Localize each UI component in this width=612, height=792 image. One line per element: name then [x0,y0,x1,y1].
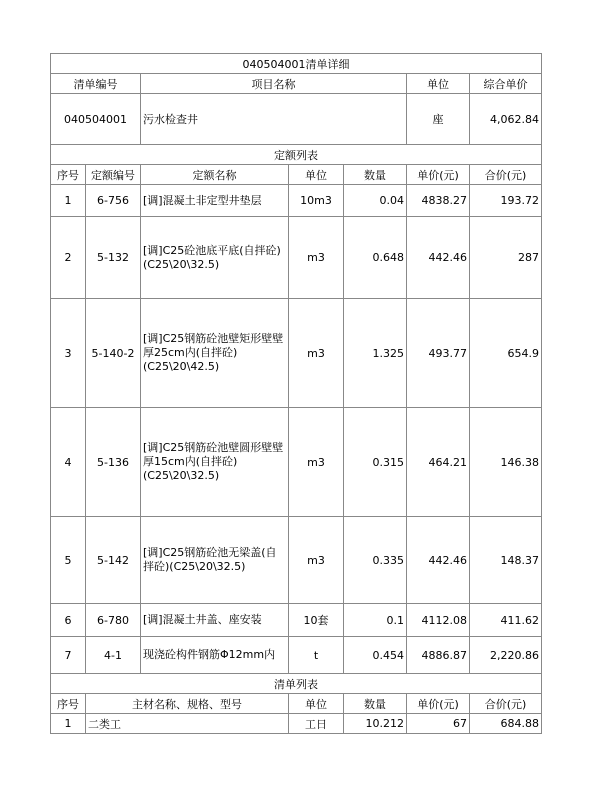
quota-no: 5 [51,517,86,604]
quota-name: [调]C25钢筋砼池壁矩形壁壁厚25cm内(自拌砼)(C25\20\42.5) [141,299,289,408]
quota-unit: m3 [289,217,344,299]
quota-row [51,517,542,604]
quota-qty: 0.648 [344,217,407,299]
quota-price: 464.21 [407,408,470,517]
quota-name: [调]C25钢筋砼池无梁盖(自拌砼)(C25\20\32.5) [141,517,289,604]
quota-unit: m3 [289,299,344,408]
quota-qty: 0.04 [344,185,407,217]
bill-price-header: 综合单价 [470,74,542,94]
quota-price-header: 单价(元) [407,165,470,185]
quota-name: [调]C25钢筋砼池壁圆形壁壁厚15cm内(自拌砼)(C25\20\32.5) [141,408,289,517]
quota-price: 4112.08 [407,604,470,637]
quota-code: 4-1 [86,637,141,674]
bill-row [51,94,542,145]
quota-unit-header: 单位 [289,165,344,185]
quota-row [51,604,542,637]
material-price: 67 [407,714,470,734]
table-title-row [51,54,542,74]
quota-unit: 10m3 [289,185,344,217]
quota-unit: m3 [289,408,344,517]
quota-code-header: 定额编号 [86,165,141,185]
quota-row [51,637,542,674]
quota-no-header: 序号 [51,165,86,185]
quota-total-header: 合价(元) [470,165,542,185]
quota-total: 148.37 [470,517,542,604]
table-title: 040504001清单详细 [51,54,542,74]
quota-no: 6 [51,604,86,637]
material-section-row [51,674,542,694]
quota-total: 654.9 [470,299,542,408]
quota-total: 287 [470,217,542,299]
material-unit-header: 单位 [289,694,344,714]
quota-price: 442.46 [407,217,470,299]
quota-total: 411.62 [470,604,542,637]
material-price-header: 单价(元) [407,694,470,714]
bill-unit: 座 [407,94,470,145]
quota-total: 146.38 [470,408,542,517]
quota-price: 4886.87 [407,637,470,674]
quota-row [51,217,542,299]
quota-qty: 0.1 [344,604,407,637]
quota-no: 2 [51,217,86,299]
material-name-header: 主材名称、规格、型号 [86,694,289,714]
quota-code: 6-756 [86,185,141,217]
quota-qty: 0.454 [344,637,407,674]
material-unit: 工日 [289,714,344,734]
quota-name: [调]混凝土非定型井垫层 [141,185,289,217]
material-section-title: 清单列表 [51,674,542,694]
quota-unit: 10套 [289,604,344,637]
material-total: 684.88 [470,714,542,734]
quota-qty: 0.315 [344,408,407,517]
material-row [51,714,542,734]
material-qty: 10.212 [344,714,407,734]
quota-name: [调]C25砼池底平底(自拌砼)(C25\20\32.5) [141,217,289,299]
quota-no: 7 [51,637,86,674]
material-name: 二类工 [86,714,289,734]
quota-name: [调]混凝土井盖、座安装 [141,604,289,637]
quota-no: 4 [51,408,86,517]
quota-code: 5-140-2 [86,299,141,408]
quota-unit: t [289,637,344,674]
bill-detail-table [50,53,542,734]
material-qty-header: 数量 [344,694,407,714]
quota-qty: 0.335 [344,517,407,604]
quota-header-row [51,165,542,185]
quota-price: 493.77 [407,299,470,408]
quota-code: 5-132 [86,217,141,299]
bill-unit-header: 单位 [407,74,470,94]
material-total-header: 合价(元) [470,694,542,714]
quota-name: 现浇砼构件钢筋Φ12mm内 [141,637,289,674]
material-no: 1 [51,714,86,734]
quota-code: 5-136 [86,408,141,517]
bill-header-row [51,74,542,94]
quota-unit: m3 [289,517,344,604]
quota-code: 6-780 [86,604,141,637]
bill-price: 4,062.84 [470,94,542,145]
quota-price: 442.46 [407,517,470,604]
bill-code-header: 清单编号 [51,74,141,94]
material-header-row [51,694,542,714]
quota-qty: 1.325 [344,299,407,408]
quota-name-header: 定额名称 [141,165,289,185]
quota-no: 1 [51,185,86,217]
material-no-header: 序号 [51,694,86,714]
quota-total: 2,220.86 [470,637,542,674]
quota-code: 5-142 [86,517,141,604]
quota-row [51,408,542,517]
bill-code: 040504001 [51,94,141,145]
quota-no: 3 [51,299,86,408]
quota-price: 4838.27 [407,185,470,217]
quota-total: 193.72 [470,185,542,217]
quota-qty-header: 数量 [344,165,407,185]
bill-name: 污水检查井 [141,94,407,145]
bill-name-header: 项目名称 [141,74,407,94]
quota-section-title: 定额列表 [51,145,542,165]
quota-row [51,299,542,408]
quota-row [51,185,542,217]
quota-section-row [51,145,542,165]
